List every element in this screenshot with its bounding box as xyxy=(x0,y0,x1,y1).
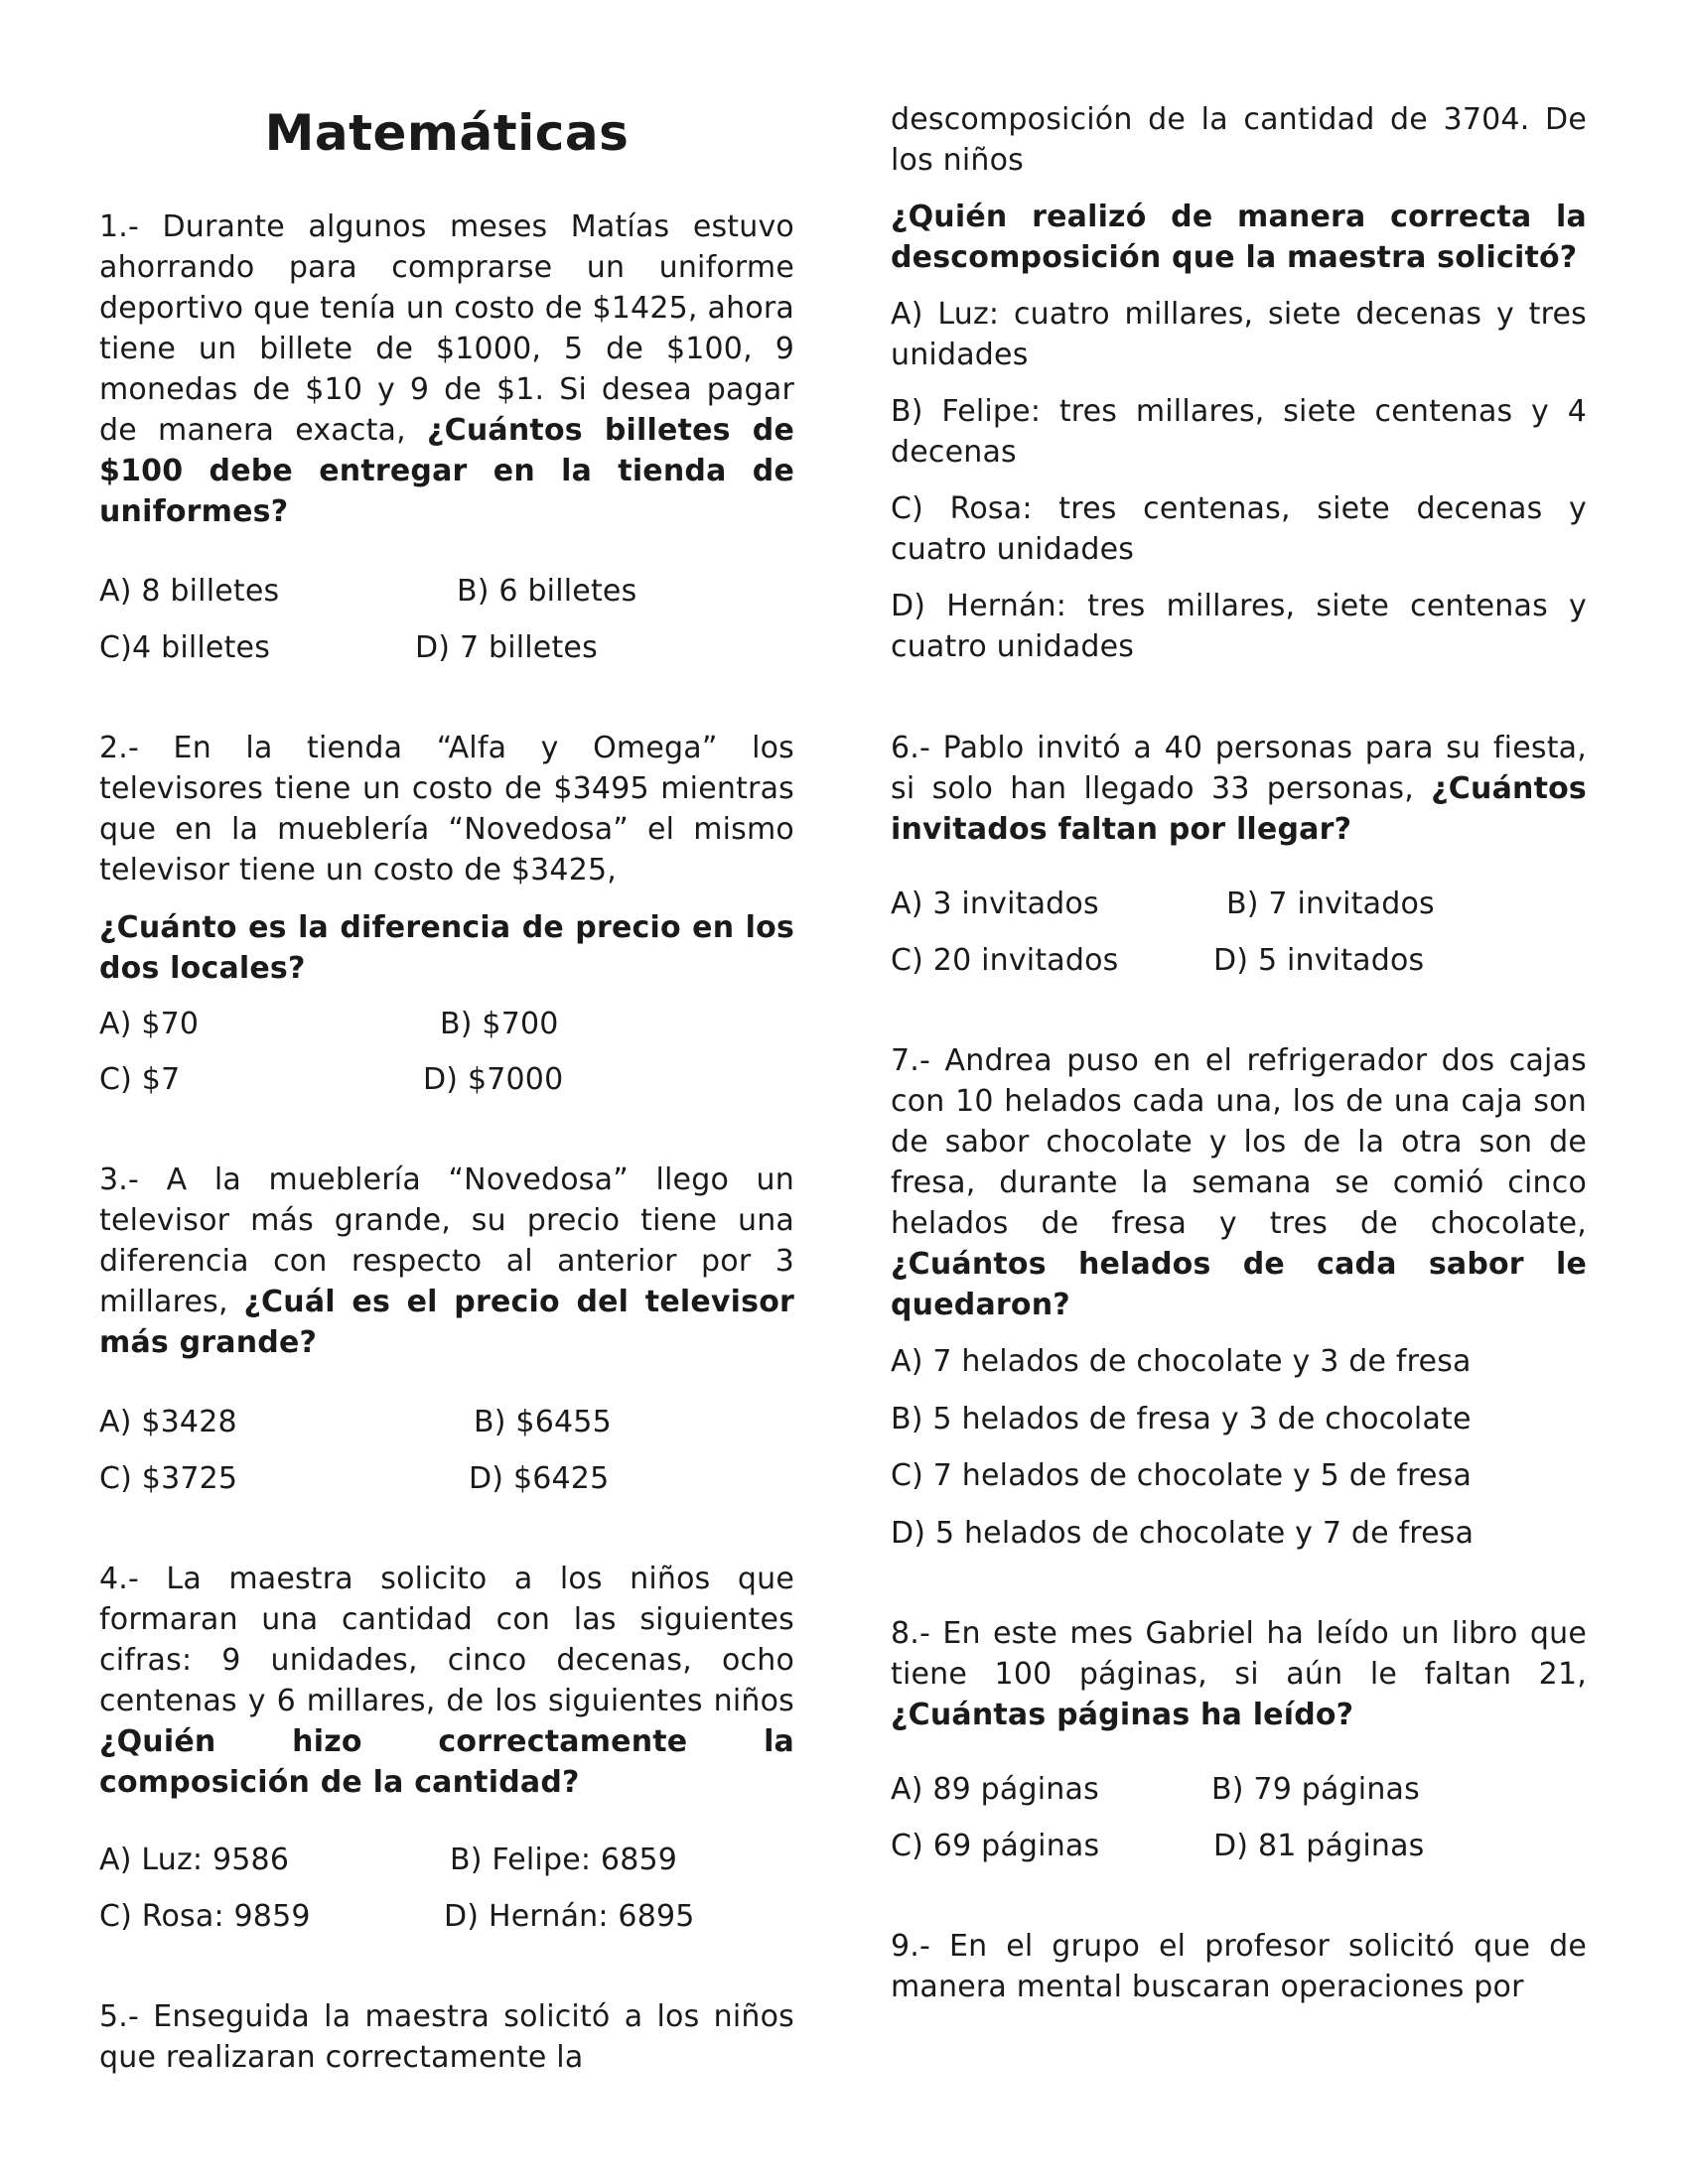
question-8-text: 8.- En este mes Gabriel ha leído un libro que tiene 100 páginas, si aún le faltan 21, xyxy=(891,1616,1587,1692)
question-7 xyxy=(891,1040,1587,1325)
q7-option-b[interactable]: B) 5 helados de fresa y 3 de chocolate xyxy=(891,1402,1472,1436)
q8-option-c[interactable]: C) 69 páginas xyxy=(891,1829,1100,1863)
q5-option-b[interactable]: B) Felipe: tres millares, siete centenas y 4 decenas xyxy=(891,394,1587,470)
q1-option-d[interactable]: D) 7 billetes xyxy=(415,630,598,665)
question-2-prompt: ¿Cuánto es la diferencia de precio en los dos locales? xyxy=(99,910,794,986)
q8-option-d[interactable]: D) 81 páginas xyxy=(1213,1829,1425,1863)
q6-option-c[interactable]: C) 20 invitados xyxy=(891,943,1119,978)
q3-option-d[interactable]: D) $6425 xyxy=(469,1461,610,1496)
question-7-text: 7.- Andrea puso en el refrigerador dos cajas con 10 helados cada una, los de una caja son de sabor chocolate y los de la otra son de fresa, durante la semana se comió cinco helados de fresa y tres de chocolate, xyxy=(891,1043,1587,1241)
question-4-prompt: ¿Quién hizo correctamente la composición de la cantidad? xyxy=(99,1724,794,1800)
q6-option-a[interactable]: A) 3 invitados xyxy=(891,887,1099,921)
q4-option-d[interactable]: D) Hernán: 6895 xyxy=(444,1899,695,1934)
q4-option-c[interactable]: C) Rosa: 9859 xyxy=(99,1899,311,1934)
question-2-text: 2.- En la tienda “Alfa y Omega” los televisores tiene un costo de $3495 mientras que en la mueblería “Novedosa” el mismo televisor tiene un costo de $3425, xyxy=(99,731,794,887)
question-5-text-start: 5.- Enseguida la maestra solicitó a los niños que realizaran correctamente la xyxy=(99,1999,794,2075)
question-9-text: 9.- En el grupo el profesor solicitó que de manera mental buscaran operaciones por xyxy=(891,1929,1587,2004)
q7-option-c[interactable]: C) 7 helados de chocolate y 5 de fresa xyxy=(891,1458,1473,1493)
question-1-text: 1.- Durante algunos meses Matías estuvo ahorrando para comprarse un uniforme deportivo que tenía un costo de $1425, ahora tiene un billete de $1000, 5 de $100, 9 monedas de $10 y 9 de $1. Si desea pagar de manera exacta, xyxy=(99,209,794,448)
page-title: Matemáticas xyxy=(264,104,630,162)
question-5-prompt: ¿Quién realizó de manera correcta la descomposición que la maestra solicitó? xyxy=(891,200,1587,275)
question-8-prompt: ¿Cuántas páginas ha leído? xyxy=(891,1698,1354,1732)
question-3-text: 3.- A la mueblería “Novedosa” llego un televisor más grande, su precio tiene una diferencia con respecto al anterior por 3 millares, xyxy=(99,1162,794,1319)
question-3-prompt: ¿Cuál es el precio del televisor más grande? xyxy=(99,1285,795,1360)
question-6-text: 6.- Pablo invitó a 40 personas para su fiesta, si solo han llegado 33 personas, xyxy=(891,731,1587,806)
question-1 xyxy=(99,206,794,532)
q7-option-a[interactable]: A) 7 helados de chocolate y 3 de fresa xyxy=(891,1344,1472,1379)
q8-option-b[interactable]: B) 79 páginas xyxy=(1211,1772,1420,1807)
q6-option-b[interactable]: B) 7 invitados xyxy=(1226,887,1435,921)
q1-option-b[interactable]: B) 6 billetes xyxy=(457,574,637,609)
q2-option-c[interactable]: C) $7 xyxy=(99,1062,181,1097)
q5-option-c[interactable]: C) Rosa: tres centenas, siete decenas y cuatro unidades xyxy=(891,491,1587,567)
q5-option-d[interactable]: D) Hernán: tres millares, siete centenas y cuatro unidades xyxy=(891,589,1587,664)
question-3 xyxy=(99,1160,794,1363)
q2-option-d[interactable]: D) $7000 xyxy=(423,1062,564,1097)
q3-option-b[interactable]: B) $6455 xyxy=(474,1405,612,1439)
q1-option-a[interactable]: A) 8 billetes xyxy=(99,574,280,609)
question-6 xyxy=(891,728,1587,850)
question-4-text: 4.- La maestra solicito a los niños que formaran una cantidad con las siguientes cifras: 9 unidades, cinco decenas, ocho centenas y 6 millares, de los siguientes niños xyxy=(99,1562,794,1718)
q4-option-b[interactable]: B) Felipe: 6859 xyxy=(450,1843,678,1877)
question-7-prompt: ¿Cuántos helados de cada sabor le quedaron? xyxy=(891,1247,1587,1322)
q5-option-a[interactable]: A) Luz: cuatro millares, siete decenas y tres unidades xyxy=(891,297,1587,372)
q6-option-d[interactable]: D) 5 invitados xyxy=(1213,943,1425,978)
q7-option-d[interactable]: D) 5 helados de chocolate y 7 de fresa xyxy=(891,1516,1475,1551)
q3-option-a[interactable]: A) $3428 xyxy=(99,1405,237,1439)
q3-option-c[interactable]: C) $3725 xyxy=(99,1461,238,1496)
q2-option-b[interactable]: B) $700 xyxy=(440,1007,559,1041)
question-8 xyxy=(891,1613,1587,1735)
question-4 xyxy=(99,1559,794,1803)
question-6-prompt: ¿Cuántos invitados faltan por llegar? xyxy=(891,771,1587,847)
q1-option-c[interactable]: C)4 billetes xyxy=(99,630,271,665)
q8-option-a[interactable]: A) 89 páginas xyxy=(891,1772,1099,1807)
q4-option-a[interactable]: A) Luz: 9586 xyxy=(99,1843,290,1877)
q2-option-a[interactable]: A) $70 xyxy=(99,1007,200,1041)
question-1-prompt: ¿Cuántos billetes de $100 debe entregar en la tienda de uniformes? xyxy=(99,413,794,529)
question-5-text-continued: descomposición de la cantidad de 3704. De los niños xyxy=(891,102,1587,178)
